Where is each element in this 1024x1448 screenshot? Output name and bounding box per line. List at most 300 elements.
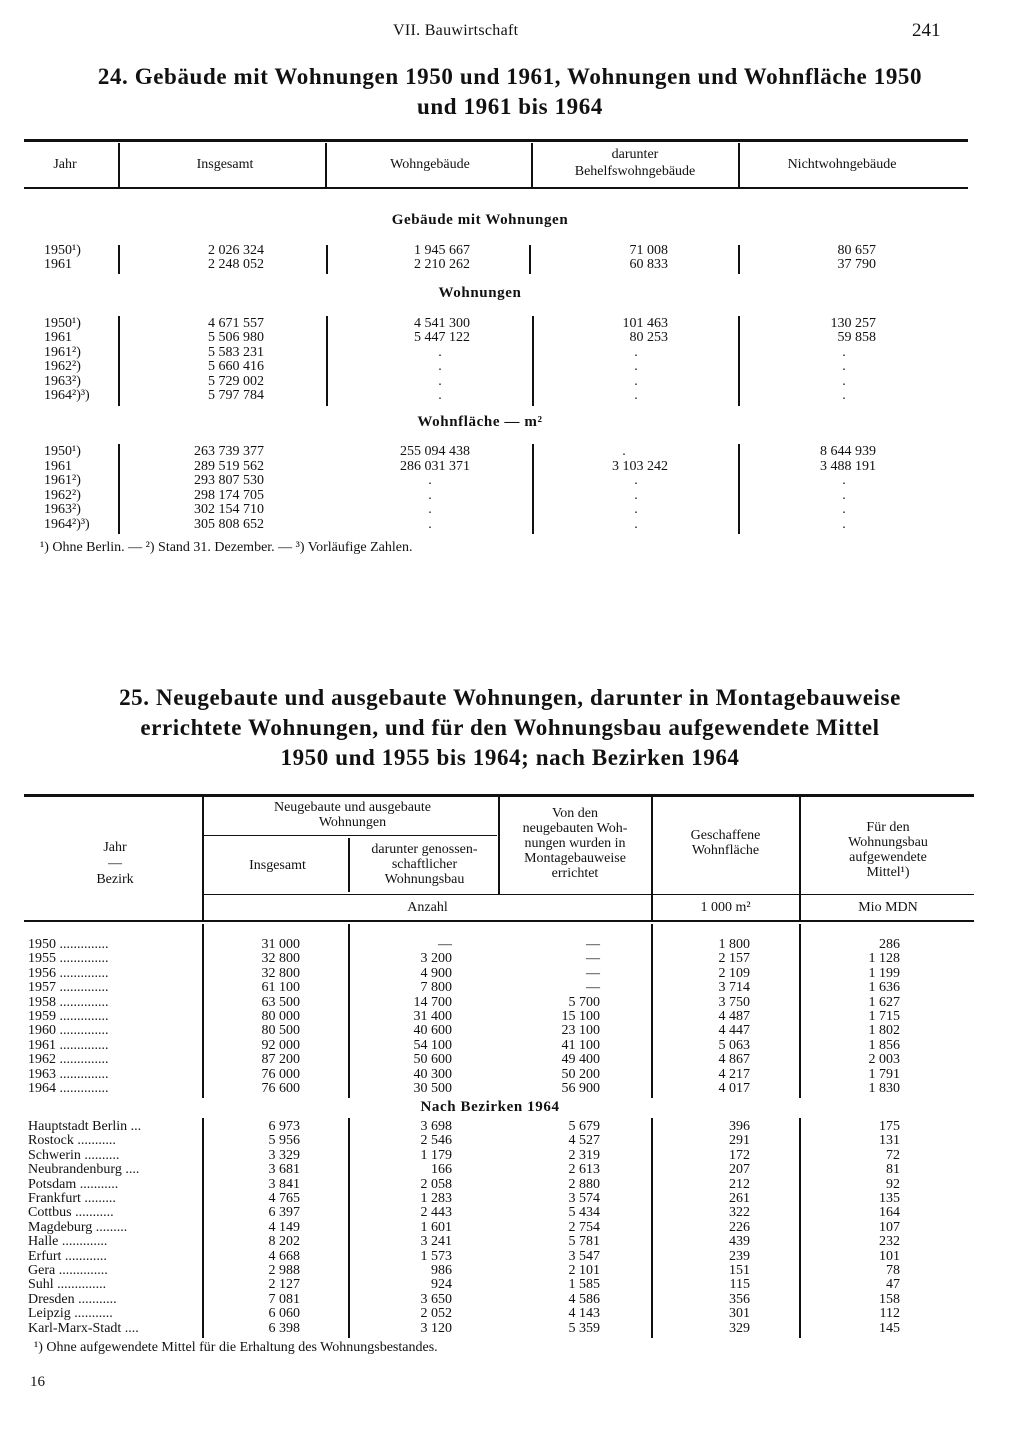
table25-mittel: 1 128: [868, 951, 900, 967]
table25-genossen: 7 800: [420, 980, 452, 996]
table25-montage: 49 400: [561, 1052, 600, 1068]
table25-montage: 23 100: [561, 1023, 600, 1039]
table25-mittel: 107: [879, 1219, 900, 1235]
table25-head-mittel-l3: aufgewendete: [849, 850, 927, 865]
table25-mittel: 164: [879, 1205, 900, 1221]
table24-section-title: Gebäude mit Wohnungen: [391, 212, 569, 228]
table25-montage: 4 527: [568, 1133, 600, 1149]
table24-col-divider: [326, 316, 328, 406]
footer-page-number: 16: [30, 1374, 45, 1390]
table24-insgesamt: 5 797 784: [208, 388, 264, 403]
table25-insgesamt: 7 081: [268, 1291, 300, 1307]
table25-montage: —: [586, 951, 600, 967]
table25-genossen: 166: [431, 1162, 452, 1178]
table24-col-divider: [738, 316, 740, 406]
table25-flaeche: 4 017: [718, 1081, 750, 1096]
table25-unit-anzahl: Anzahl: [407, 900, 448, 915]
table25-row-label: 1960 ..............: [28, 1023, 109, 1039]
table25-mittel: 92: [886, 1176, 900, 1192]
table24-wohngebaeude: 286 031 371: [400, 459, 470, 474]
table25-row-label: Neubrandenburg ....: [28, 1162, 140, 1178]
table25-title-line1: 25. Neugebaute und ausgebaute Wohnungen, darunter in Montagebauweise: [119, 685, 901, 710]
table25-row-label: 1959 ..............: [28, 1009, 109, 1024]
table24-head-divider: [531, 143, 533, 187]
table24-year: 1964²)³): [44, 517, 90, 532]
table25-genossen: 50 600: [413, 1052, 452, 1068]
table25-flaeche: 1 800: [718, 937, 750, 952]
table24-wohngebaeude: .: [428, 502, 432, 517]
table24-col-divider: [738, 444, 740, 534]
table25-flaeche: 4 217: [718, 1066, 750, 1082]
table25-mittel: 286: [879, 937, 900, 952]
table24-behelf: .: [634, 517, 638, 532]
table24-wohngebaeude: 255 094 438: [400, 444, 470, 459]
table24-head-divider: [738, 143, 740, 187]
table25-flaeche: 3 750: [718, 994, 750, 1010]
table25-row-label: Schwerin ..........: [28, 1147, 120, 1163]
table25-insgesamt: 6 398: [268, 1320, 300, 1336]
table24-section-title: Wohnungen: [438, 285, 522, 301]
table25-insgesamt: 6 397: [268, 1205, 300, 1221]
table24-head-divider: [325, 143, 327, 187]
table24-wohngebaeude: .: [438, 374, 442, 389]
table25-head-flaeche-l2: Wohnfläche: [691, 843, 760, 858]
table25-montage: —: [586, 965, 600, 981]
table25-insgesamt: 80 500: [261, 1023, 300, 1039]
table25-genossen: 1 283: [420, 1191, 452, 1206]
table25-flaeche: 301: [729, 1306, 750, 1322]
table25-genossen: 1 601: [420, 1219, 452, 1235]
table24-insgesamt: 298 174 705: [194, 488, 264, 503]
table25-genossen: 40 600: [413, 1023, 452, 1039]
table24-nichtwohn: 130 257: [830, 316, 876, 331]
table24-title-line1: 24. Gebäude mit Wohnungen 1950 und 1961, Wohnungen und Wohnfläche 1950: [97, 64, 923, 89]
table25-genossen: 2 058: [420, 1176, 452, 1192]
table24-behelf: 3 103 242: [612, 459, 668, 474]
table25-head-montage-l1: Von den: [551, 806, 599, 821]
table24-behelf: .: [634, 473, 638, 488]
table24-wohngebaeude: 2 210 262: [414, 257, 470, 272]
table25-insgesamt: 87 200: [261, 1052, 300, 1068]
section-header: VII. Bauwirtschaft: [393, 22, 519, 39]
table24-year: 1961²): [44, 473, 81, 488]
table25-head-flaeche-l1: Geschaffene: [690, 828, 761, 843]
table24-wohngebaeude: .: [428, 473, 432, 488]
table24-behelf: 71 008: [629, 243, 668, 258]
table24-year: 1950¹): [44, 316, 81, 331]
table24-insgesamt: 305 808 652: [194, 517, 264, 532]
table24-insgesamt: 302 154 710: [194, 502, 264, 517]
table25-insgesamt: 5 956: [268, 1133, 300, 1149]
table24-head-wohngebaeude: Wohngebäude: [390, 157, 470, 172]
table25-title-line3: 1950 und 1955 bis 1964; nach Bezirken 1964: [280, 745, 740, 770]
table25-title: [40, 683, 980, 773]
table24-head-darunter-l1: darunter: [611, 147, 659, 162]
table25-genossen: 2 052: [420, 1306, 452, 1322]
table25-head-mittel-l2: Wohnungsbau: [848, 835, 928, 850]
table24-year: 1963²): [44, 374, 81, 389]
table25-flaeche: 5 063: [718, 1037, 750, 1053]
table25-montage: 4 143: [568, 1306, 600, 1322]
table25-head-mittel: [803, 820, 973, 880]
table25-head-neugebaute-l2: Wohnungen: [318, 815, 387, 830]
table24-wohngebaeude: 1 945 667: [414, 243, 470, 258]
table25-mittel: 1 199: [868, 965, 900, 981]
table24-nichtwohn: .: [842, 374, 846, 389]
table25-mittel: 81: [886, 1162, 900, 1178]
table25-row-label: Gera ..............: [28, 1263, 108, 1278]
table25-genossen: 3 698: [420, 1119, 452, 1134]
table24-insgesamt: 2 026 324: [208, 243, 264, 258]
table25-head-neugebaute: [210, 800, 495, 830]
table25-genossen: 1 573: [420, 1248, 452, 1264]
table25-section-title: Nach Bezirken 1964: [420, 1099, 560, 1115]
table24-col-divider: [738, 245, 740, 274]
table25-mittel: 101: [879, 1248, 900, 1264]
table24-head-darunter: [535, 147, 735, 179]
table24-behelf: 101 463: [622, 316, 668, 331]
table25-montage: 5 781: [568, 1234, 600, 1250]
table25-flaeche: 4 487: [718, 1009, 750, 1024]
table25-montage: 3 574: [568, 1191, 600, 1206]
table25-mittel: 47: [886, 1277, 900, 1293]
table25-flaeche: 226: [729, 1219, 750, 1235]
table25-insgesamt: 92 000: [261, 1037, 300, 1053]
table24-year: 1963²): [44, 502, 81, 517]
table24-col-divider: [529, 245, 531, 274]
table24-insgesamt: 263 739 377: [194, 444, 264, 459]
table24-nichtwohn: .: [842, 473, 846, 488]
table25-head-bezirk: Bezirk: [96, 872, 134, 887]
table25-flaeche: 2 157: [718, 951, 750, 967]
table25-row-label: 1955 ..............: [28, 951, 109, 967]
table25-header-rule: [24, 920, 974, 922]
table25-montage: 5 679: [568, 1119, 600, 1134]
table25-mittel: 1 715: [868, 1009, 900, 1024]
table24-head-divider: [118, 143, 120, 187]
table25-head-darunter-l3: Wohnungsbau: [384, 872, 465, 887]
table25-row-label: Magdeburg .........: [28, 1219, 128, 1235]
table24-nichtwohn: .: [842, 502, 846, 517]
table24-nichtwohn: 3 488 191: [820, 459, 876, 474]
table25-insgesamt: 3 681: [268, 1162, 300, 1178]
table25-montage: 5 359: [568, 1320, 600, 1336]
table24-wohngebaeude: .: [428, 517, 432, 532]
table25-flaeche: 291: [729, 1133, 750, 1149]
table25-mittel: 1 830: [868, 1081, 900, 1096]
table25-genossen: 3 241: [420, 1234, 452, 1250]
table25-flaeche: 239: [729, 1248, 750, 1264]
table25-flaeche: 4 867: [718, 1052, 750, 1068]
table25-head-darunter: [352, 842, 497, 887]
table24-wohngebaeude: .: [438, 388, 442, 403]
table25-montage: 5 434: [568, 1205, 600, 1221]
table25-head-flaeche: [653, 828, 798, 858]
page-number: 241: [912, 20, 941, 41]
table25-head-mittel-l4: Mittel¹): [866, 865, 910, 880]
table25-flaeche: 322: [729, 1205, 750, 1221]
table25-mittel: 1 856: [868, 1037, 900, 1053]
table24-nichtwohn: 37 790: [837, 257, 876, 272]
table25-insgesamt: 80 000: [261, 1009, 300, 1024]
table25-mittel: 78: [886, 1263, 900, 1278]
table25-head-neugebaute-l1: Neugebaute und ausgebaute: [273, 800, 432, 815]
table25-row-label: Potsdam ...........: [28, 1176, 119, 1192]
table25-head-darunter-l1: darunter genossen-: [371, 842, 478, 857]
table24-year: 1964²)³): [44, 388, 90, 403]
table25-insgesamt: 2 127: [268, 1277, 300, 1293]
table25-genossen: 40 300: [413, 1066, 452, 1082]
table25-mittel: 135: [879, 1191, 900, 1206]
table25-insgesamt: 4 765: [268, 1191, 300, 1206]
table24-nichtwohn: .: [842, 488, 846, 503]
table24-footnote: ¹) Ohne Berlin. — ²) Stand 31. Dezember. — ³) Vorläufige Zahlen.: [40, 540, 413, 555]
table25-montage: 1 585: [568, 1277, 600, 1293]
table24-insgesamt: 5 729 002: [208, 374, 264, 389]
table25-head-jahr: [60, 840, 170, 887]
table25-insgesamt: 63 500: [261, 994, 300, 1010]
table25-montage: 5 700: [568, 994, 600, 1010]
table25-flaeche: 396: [729, 1119, 750, 1134]
table25-flaeche: 261: [729, 1191, 750, 1206]
table24-title-line2: und 1961 bis 1964: [417, 94, 603, 119]
table24-insgesamt: 5 506 980: [208, 330, 264, 345]
table24-year: 1962²): [44, 488, 81, 503]
table25-mittel: 72: [886, 1147, 900, 1163]
table24-insgesamt: 4 671 557: [208, 316, 264, 331]
table24-behelf: .: [634, 488, 638, 503]
table25-montage: 2 319: [568, 1147, 600, 1163]
table25-mittel: 1 627: [868, 994, 900, 1010]
table25-row-label: Frankfurt .........: [28, 1191, 116, 1206]
table24-behelf: .: [634, 388, 638, 403]
table25-montage: —: [586, 980, 600, 996]
table25-bezirke: [0, 1120, 1024, 1338]
table24-behelf: 60 833: [629, 257, 668, 272]
table25-montage: 2 880: [568, 1176, 600, 1192]
table25-insgesamt: 32 800: [261, 951, 300, 967]
table24-header-rule: [24, 187, 968, 189]
table25-row-label: Dresden ...........: [28, 1291, 117, 1307]
table25-insgesamt: 31 000: [261, 937, 300, 952]
table25-mittel: 158: [879, 1291, 900, 1307]
table25-mittel: 1 791: [868, 1066, 900, 1082]
table25-genossen: 986: [431, 1263, 452, 1278]
table24-title: [40, 62, 980, 122]
table25-genossen: 30 500: [413, 1081, 452, 1096]
table25-row-label: 1958 ..............: [28, 994, 109, 1010]
table25-genossen: 1 179: [420, 1147, 452, 1163]
table25-insgesamt: 3 329: [268, 1147, 300, 1163]
table25-flaeche: 172: [729, 1147, 750, 1163]
table25-row-label: 1961 ..............: [28, 1037, 109, 1053]
table25-flaeche: 3 714: [718, 980, 750, 996]
table24-col-divider: [532, 316, 534, 406]
table25-row-label: Cottbus ...........: [28, 1205, 114, 1221]
table24-wohngebaeude: .: [428, 488, 432, 503]
table24-year: 1961: [44, 330, 72, 345]
table24-wohngebaeude: 4 541 300: [414, 316, 470, 331]
table24-year: 1961: [44, 257, 72, 272]
table25-head-montage-l2: neugebauten Woh-: [522, 821, 628, 836]
table24-wohngebaeude: 5 447 122: [414, 330, 470, 345]
table25-montage: 4 586: [568, 1291, 600, 1307]
table25-genossen: 3 120: [420, 1320, 452, 1336]
table25-insgesamt: 8 202: [268, 1234, 300, 1250]
table25-genossen: 2 443: [420, 1205, 452, 1221]
table25-montage: 50 200: [561, 1066, 600, 1082]
table25-row-label: 1950 ..............: [28, 937, 109, 952]
table25-flaeche: 2 109: [718, 965, 750, 981]
table25-flaeche: 356: [729, 1291, 750, 1307]
table24-head-nichtwohn: Nichtwohngebäude: [787, 157, 897, 172]
table25-insgesamt: 4 149: [268, 1219, 300, 1235]
table25-row-label: Karl-Marx-Stadt ....: [28, 1320, 139, 1336]
table25-row-label: Halle .............: [28, 1234, 108, 1250]
table24-col-divider: [118, 444, 120, 534]
table24-nichtwohn: .: [842, 388, 846, 403]
table25-group-rule: [204, 835, 497, 836]
table25-insgesamt: 76 000: [261, 1066, 300, 1082]
table25-row-label: 1956 ..............: [28, 965, 109, 981]
table25-insgesamt: 4 668: [268, 1248, 300, 1264]
table24-nichtwohn: 59 858: [837, 330, 876, 345]
table25-montage: 2 101: [568, 1263, 600, 1278]
table25-head-montage: [500, 806, 650, 881]
table24-year: 1950¹): [44, 243, 81, 258]
table24-col-divider: [118, 316, 120, 406]
table24-behelf: .: [634, 502, 638, 517]
table25-flaeche: 151: [729, 1263, 750, 1278]
table25-head-divider: [348, 838, 350, 892]
table24-nichtwohn: 80 657: [837, 243, 876, 258]
table25-flaeche: 329: [729, 1320, 750, 1336]
table25-head-insgesamt: Insgesamt: [249, 858, 306, 873]
table25-mittel: 232: [879, 1234, 900, 1250]
table25-insgesamt: 6 973: [268, 1119, 300, 1134]
table25-head-jahr-label: Jahr: [103, 840, 127, 855]
table24-insgesamt: 293 807 530: [194, 473, 264, 488]
table25-mittel: 112: [879, 1306, 900, 1322]
table25-head-montage-l4: Montagebauweise: [524, 851, 626, 866]
table24-behelf: .: [622, 444, 626, 459]
table25-mittel: 2 003: [868, 1052, 900, 1068]
table25-montage: 3 547: [568, 1248, 600, 1264]
table25-montage: 41 100: [561, 1037, 600, 1053]
table24-insgesamt: 2 248 052: [208, 257, 264, 272]
table25-row-label: 1963 ..............: [28, 1066, 109, 1082]
table25-mittel: 1 802: [868, 1023, 900, 1039]
table24-top-rule: [24, 139, 968, 142]
table25-row-label: Leipzig ...........: [28, 1306, 113, 1322]
table25-flaeche: 4 447: [718, 1023, 750, 1039]
table25-genossen: 3 650: [420, 1291, 452, 1307]
table25-row-label: 1957 ..............: [28, 980, 109, 996]
table25-insgesamt: 3 841: [268, 1176, 300, 1192]
table25-row-label: Erfurt ............: [28, 1248, 107, 1264]
table24-wohngebaeude: .: [438, 359, 442, 374]
table25-row-label: Rostock ...........: [28, 1133, 116, 1149]
table24-behelf: .: [634, 374, 638, 389]
table25-head-dash: —: [108, 856, 122, 871]
table25-head-divider: [799, 797, 801, 920]
table24-insgesamt: 5 583 231: [208, 345, 264, 360]
table25-row-label: 1964 ..............: [28, 1081, 109, 1096]
table25-head-darunter-l2: schaftlicher: [391, 857, 458, 872]
table24-year: 1962²): [44, 359, 81, 374]
table25-mittel: 175: [879, 1119, 900, 1134]
table25-montage: 2 613: [568, 1162, 600, 1178]
table25-row-label: 1962 ..............: [28, 1052, 109, 1068]
table25-years: [0, 938, 1024, 1098]
table25-genossen: 4 900: [420, 965, 452, 981]
table24-col-divider: [118, 245, 120, 274]
table25-genossen: —: [438, 937, 452, 952]
table25-footnote: ¹) Ohne aufgewendete Mittel für die Erhaltung des Wohnungsbestandes.: [34, 1340, 438, 1355]
table25-title-line2: errichtete Wohnungen, und für den Wohnungsbau aufgewendete Mittel: [140, 715, 880, 740]
table25-flaeche: 207: [729, 1162, 750, 1178]
table24-insgesamt: 5 660 416: [208, 359, 264, 374]
table24-head-insgesamt: Insgesamt: [196, 157, 254, 172]
table25-unit-mittel: Mio MDN: [858, 900, 918, 915]
table24-year: 1950¹): [44, 444, 81, 459]
table24-col-divider: [326, 245, 328, 274]
table25-insgesamt: 76 600: [261, 1081, 300, 1096]
table25-row-label: Suhl ..............: [28, 1277, 107, 1293]
table25-genossen: 3 200: [420, 951, 452, 967]
table24-head-jahr: Jahr: [53, 157, 77, 172]
table24-year: 1961: [44, 459, 72, 474]
table24-head-darunter-l2: Behelfswohngebäude: [574, 164, 696, 179]
table25-montage: 15 100: [561, 1009, 600, 1024]
table24-behelf: 80 253: [629, 330, 668, 345]
table24-insgesamt: 289 519 562: [194, 459, 264, 474]
table24-year: 1961²): [44, 345, 81, 360]
table25-insgesamt: 2 988: [268, 1263, 300, 1278]
table25-head-montage-l5: errichtet: [551, 866, 599, 881]
table25-genossen: 31 400: [413, 1009, 452, 1024]
table24-nichtwohn: .: [842, 345, 846, 360]
table25-mittel: 1 636: [868, 980, 900, 996]
table25-row-label: Hauptstadt Berlin ...: [28, 1119, 142, 1134]
table24-behelf: .: [634, 345, 638, 360]
table25-montage: —: [586, 937, 600, 952]
table25-montage: 2 754: [568, 1219, 600, 1235]
table25-head-montage-l3: nungen wurden in: [524, 836, 626, 851]
table24-nichtwohn: .: [842, 517, 846, 532]
table24-behelf: .: [634, 359, 638, 374]
table25-genossen: 2 546: [420, 1133, 452, 1149]
table24-nichtwohn: .: [842, 359, 846, 374]
table24-wohngebaeude: .: [438, 345, 442, 360]
table25-flaeche: 212: [729, 1176, 750, 1192]
table25-genossen: 14 700: [413, 994, 452, 1010]
table24-nichtwohn: 8 644 939: [820, 444, 876, 459]
table25-genossen: 54 100: [413, 1037, 452, 1053]
table25-montage: 56 900: [561, 1081, 600, 1096]
table25-head-mittel-l1: Für den: [866, 820, 910, 835]
table25-flaeche: 439: [729, 1234, 750, 1250]
table24-col-divider: [532, 444, 534, 534]
table25-mittel: 131: [879, 1133, 900, 1149]
table25-unit-rule: [204, 894, 974, 895]
table25-flaeche: 115: [729, 1277, 750, 1293]
table25-insgesamt: 61 100: [261, 980, 300, 996]
table25-insgesamt: 32 800: [261, 965, 300, 981]
table25-insgesamt: 6 060: [268, 1306, 300, 1322]
table25-genossen: 924: [431, 1277, 452, 1293]
table24-section-title: Wohnfläche — m²: [417, 414, 543, 430]
